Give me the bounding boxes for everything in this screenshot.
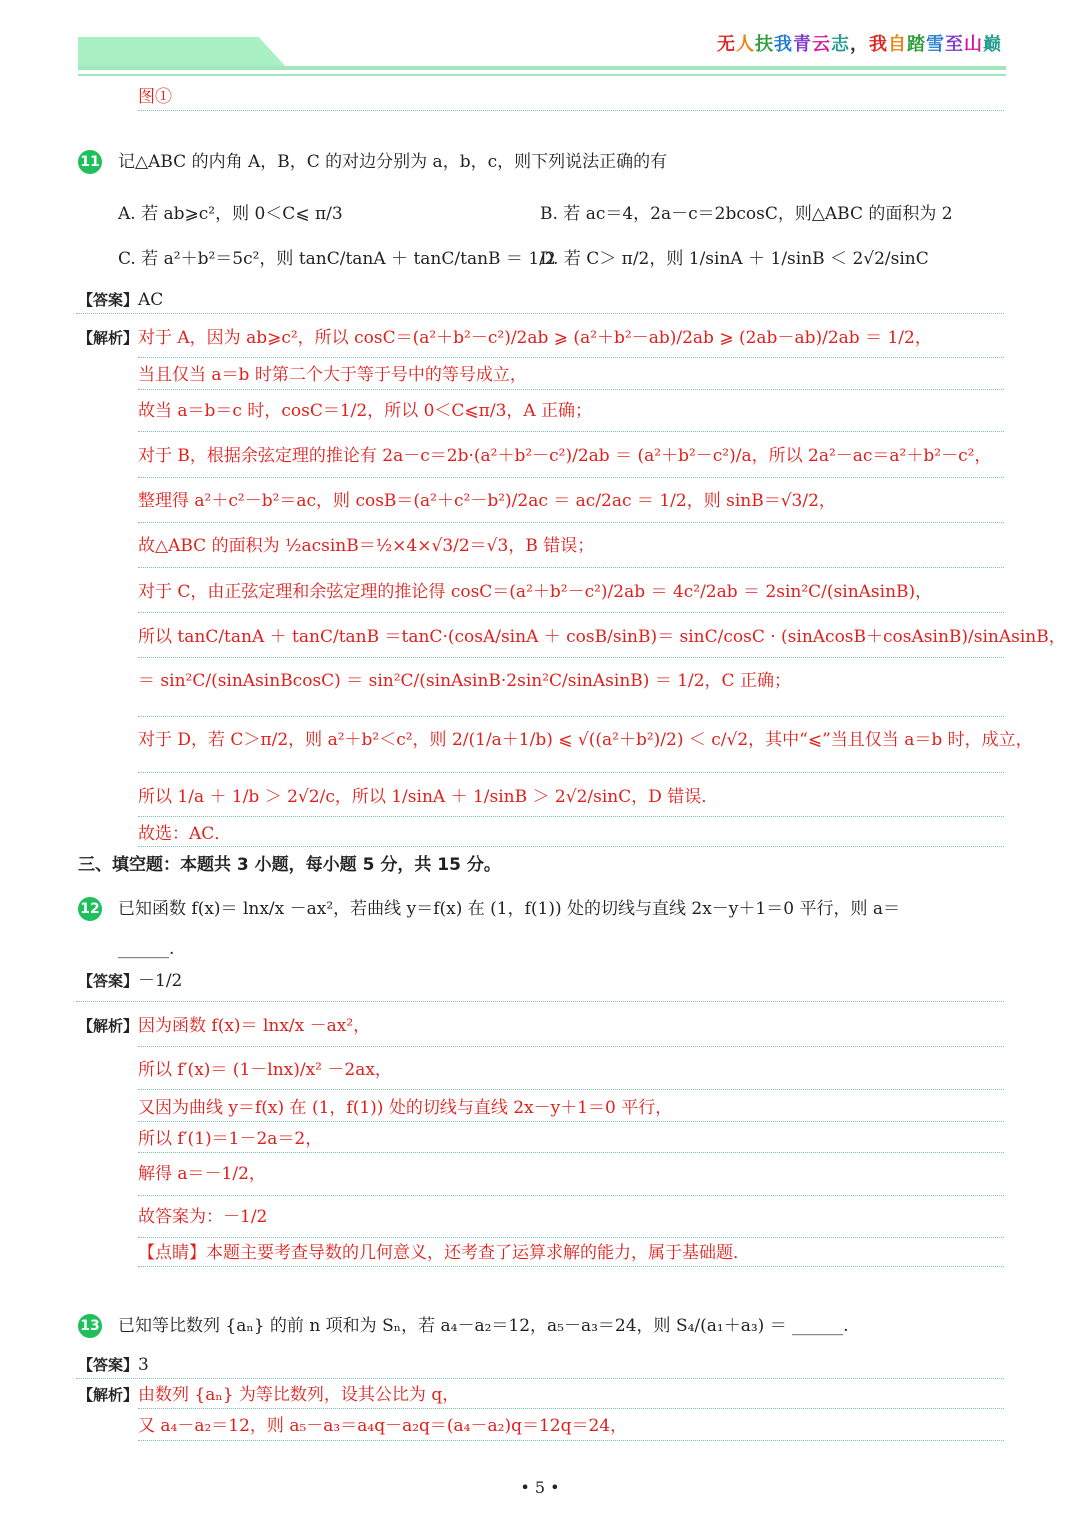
divider — [138, 567, 1004, 568]
analysis-tag — [78, 1382, 138, 1408]
answer-tag: 【答案】 — [78, 1356, 139, 1374]
divider — [138, 1440, 1004, 1441]
motto-char: 志 — [831, 34, 850, 55]
analysis-line: 解得 a＝－1/2， — [138, 1164, 266, 1184]
divider — [138, 1152, 1004, 1153]
motto-char: 扶 — [755, 34, 774, 55]
question-number-badge: 11 — [78, 150, 102, 174]
answer-row — [78, 1352, 149, 1378]
key-point: 【点睛】本题主要考查导数的几何意义，还考查了运算求解的能力，属于基础题． — [138, 1243, 750, 1263]
answer-tag: 【答案】 — [78, 972, 139, 990]
option-b: B. 若 ac＝4，2a－c＝2bcosC，则△ABC 的面积为 2 — [540, 204, 953, 224]
analysis-line: 故选：AC． — [138, 824, 232, 844]
divider — [138, 1195, 1004, 1196]
analysis-line: 所以 tanC/tanA ＋ tanC/tanB ＝tanC·(cosA/sinA ＋ cosB/sinB)＝ sinC/cosC · (sinAcosB＋cosAsinB)/sinAsinB， — [138, 627, 1066, 647]
divider — [138, 522, 1004, 523]
motto-char: 人 — [736, 34, 755, 55]
answer-value: －1/2 — [138, 971, 183, 991]
page-number: • 5 • — [520, 1478, 560, 1497]
header-motto — [717, 30, 1002, 56]
option-c: C. 若 a²＋b²＝5c²，则 tanC/tanA ＋ tanC/tanB ＝ 1/2 — [118, 249, 556, 269]
motto-char: ， — [850, 34, 869, 55]
analysis-line: 故答案为：－1/2 — [138, 1207, 268, 1227]
divider — [138, 716, 1004, 717]
divider — [138, 612, 1004, 613]
motto-char: 雪 — [926, 34, 945, 55]
analysis-line: 当且仅当 a＝b 时第二个大于等于号中的等号成立， — [138, 365, 527, 385]
analysis-line: 对于 D，若 C＞π/2，则 a²＋b²＜c²，则 2/(1/a＋1/b) ⩽ √((a²＋b²)/2) ＜ c/√2，其中“⩽”当且仅当 a＝b 时，成立， — [138, 730, 1033, 750]
motto-char: 至 — [945, 34, 964, 55]
divider — [138, 1089, 1004, 1090]
divider — [138, 110, 1004, 111]
analysis-tag — [78, 1013, 138, 1039]
option-a: A. 若 ab⩾c²，则 0＜C⩽ π/3 — [118, 204, 343, 224]
motto-char: 自 — [888, 34, 907, 55]
answer-row — [78, 968, 182, 994]
motto-char: 巅 — [983, 34, 1002, 55]
motto-char: 我 — [774, 34, 793, 55]
divider — [138, 1408, 1004, 1409]
analysis-line: 对于 B，根据余弦定理的推论有 2a－c＝2b·(a²＋b²－c²)/2ab ＝ (a²＋b²－c²)/a，所以 2a²－ac＝a²＋b²－c²， — [138, 446, 992, 466]
analysis-tag-text: 【解析】 — [78, 1017, 139, 1035]
answer-value: AC — [138, 290, 164, 310]
analysis-line: 所以 1/a ＋ 1/b ＞ 2√2/c，所以 1/sinA ＋ 1/sinB ＞ 2√2/sinC，D 错误． — [138, 787, 719, 807]
analysis-line: 对于 C，由正弦定理和余弦定理的推论得 cosC＝(a²＋b²－c²)/2ab ＝ 4c²/2ab ＝ 2sin²C/(sinAsinB)， — [138, 582, 933, 602]
analysis-line: 故当 a＝b＝c 时，cosC＝1/2，所以 0＜C⩽π/3，A 正确； — [138, 401, 593, 421]
answer-row — [78, 287, 163, 313]
analysis-line: 整理得 a²＋c²－b²＝ac，则 cosB＝(a²＋c²－b²)/2ac ＝ ac/2ac ＝ 1/2，则 sinB＝√3/2， — [138, 491, 836, 511]
analysis-line: 因为函数 f(x)＝ lnx/x －ax²， — [138, 1016, 371, 1036]
question-stem: 已知函数 f(x)＝ lnx/x －ax²，若曲线 y＝f(x) 在 (1，f(1)) 处的切线与直线 2x－y＋1＝0 平行，则 a＝ — [118, 899, 900, 919]
divider — [138, 657, 1004, 658]
analysis-line: 所以 f′(x)＝ (1－lnx)/x² －2ax， — [138, 1060, 392, 1080]
question-number-badge: 12 — [78, 897, 102, 921]
analysis-line: 故△ABC 的面积为 ½acsinB＝½×4×√3/2＝√3，B 错误； — [138, 536, 595, 556]
divider — [76, 313, 1004, 314]
analysis-tag-text: 【解析】 — [78, 1386, 139, 1404]
motto-char: 青 — [793, 34, 812, 55]
divider — [138, 772, 1004, 773]
option-d: D. 若 C＞ π/2，则 1/sinA ＋ 1/sinB ＜ 2√2/sinC — [540, 249, 929, 269]
figure-label: 图① — [138, 87, 172, 107]
divider — [138, 1266, 1004, 1267]
divider — [138, 1237, 1004, 1238]
divider — [138, 846, 1004, 847]
divider — [138, 1046, 1004, 1047]
header-rule — [78, 66, 1006, 70]
analysis-line: 又因为曲线 y＝f(x) 在 (1，f(1)) 处的切线与直线 2x－y＋1＝0 平行， — [138, 1098, 673, 1118]
header-rule-thin — [78, 74, 1006, 76]
question-stem: 记△ABC 的内角 A，B，C 的对边分别为 a，b，c，则下列说法正确的有 — [118, 152, 668, 172]
analysis-line: 所以 f′(1)＝1－2a＝2， — [138, 1129, 323, 1149]
analysis-line: 由数列 {aₙ} 为等比数列，设其公比为 q， — [138, 1385, 460, 1405]
analysis-line: 又 a₄－a₂＝12，则 a₅－a₃＝a₄q－a₂q＝(a₄－a₂)q＝12q＝24， — [138, 1416, 628, 1436]
analysis-line: ＝ sin²C/(sinAsinBcosC) ＝ sin²C/(sinAsinB·2sin²C/sinAsinB) ＝ 1/2，C 正确； — [138, 671, 791, 691]
divider — [138, 477, 1004, 478]
analysis-line: 对于 A，因为 ab⩾c²，所以 cosC＝(a²＋b²－c²)/2ab ⩾ (a²＋b²－ab)/2ab ⩾ (2ab－ab)/2ab ＝ 1/2， — [138, 328, 932, 348]
motto-char: 云 — [812, 34, 831, 55]
divider — [138, 357, 1004, 358]
divider — [76, 1378, 1004, 1379]
divider — [76, 1001, 1004, 1002]
analysis-tag-text: 【解析】 — [78, 329, 139, 347]
motto-char: 踏 — [907, 34, 926, 55]
header-banner-bar — [78, 37, 288, 69]
question-stem: 已知等比数列 {aₙ} 的前 n 项和为 Sₙ，若 a₄－a₂＝12，a₅－a₃＝24，则 S₄/(a₁＋a₃) ＝ ______. — [118, 1316, 849, 1336]
motto-char: 无 — [717, 34, 736, 55]
question-number-badge: 13 — [78, 1314, 102, 1338]
answer-blank: ______. — [118, 939, 175, 959]
answer-tag: 【答案】 — [78, 291, 139, 309]
section-heading: 三、填空题：本题共 3 小题，每小题 5 分，共 15 分。 — [78, 855, 501, 875]
divider — [138, 1121, 1004, 1122]
motto-char: 山 — [964, 34, 983, 55]
analysis-tag — [78, 325, 138, 351]
answer-value: 3 — [138, 1355, 149, 1375]
divider — [138, 816, 1004, 817]
divider — [138, 431, 1004, 432]
motto-char: 我 — [869, 34, 888, 55]
divider — [138, 389, 1004, 390]
